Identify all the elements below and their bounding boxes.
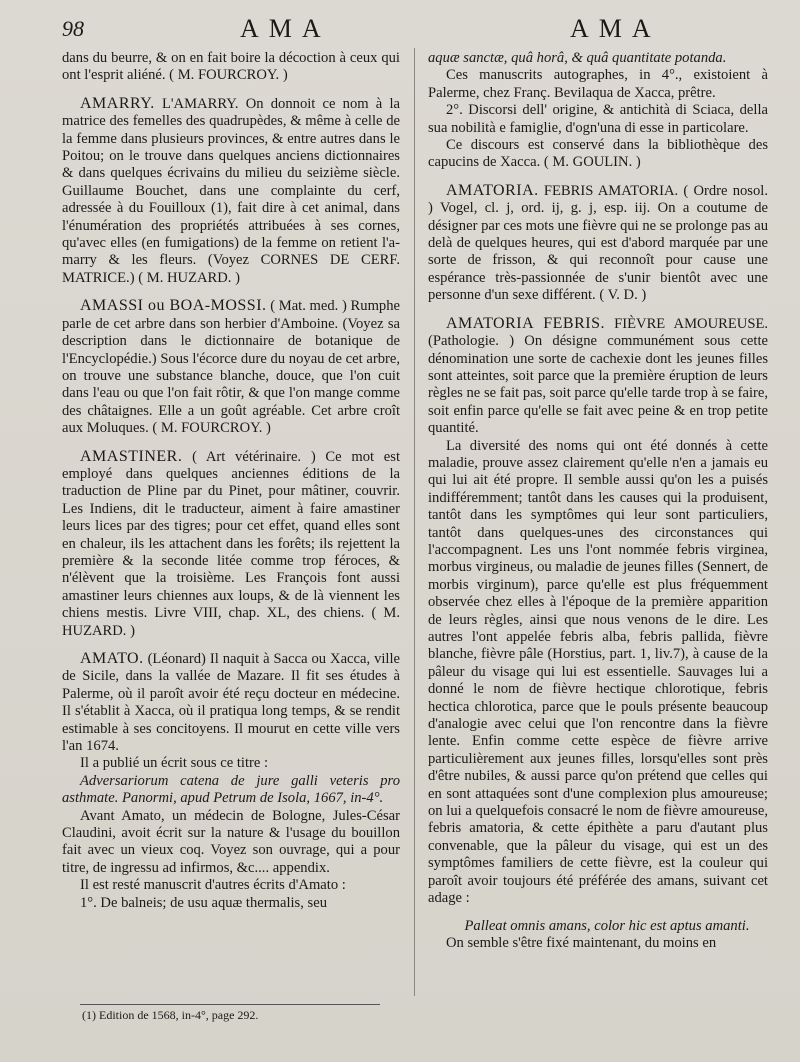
running-head-right: AMA	[570, 14, 661, 43]
entry-amatoria-febris	[428, 315, 768, 438]
entry-amatoria	[428, 182, 768, 305]
entry-text: L'AMARRY. On donnoit ce nom à la matrice des femelles des quadrupèdes, & même à celle de la femme dans plusieurs provinces, & entre autres dans le Poitou; on le trouve dans quelques anciens dictionnaires & dans quelques écrivains du milieu du seizième siècle. Guillaume Bouchet, dans une complainte du cerf, adressée à du Fouilloux (1), fait dire à cet animal, dans l'énumération des propriétés attribuées à ses cornes, qu'avec elles (en fumigations) de la femme on retient l'a-marry & les fleurs. (Voyez CORNES DE CERF. MATRICE.) ( M. HUZARD. )	[62, 95, 400, 286]
page-number: 98	[62, 16, 84, 41]
footnote: (1) Edition de 1568, in-4°, page 292.	[82, 1008, 259, 1022]
entry-text: ( Mat. med. ) Rumphe parle de cet arbre dans son herbier d'Amboine. (Voyez sa description dans le dictionnaire de botanique de l'Encyclopédie.) Sous l'écorce dure du noyau de cet arbre, on trouve une substance blanche, douce, que l'on cuit dans l'eau ou que l'on fait rôtir, & que l'on mange comme des châtaignes. Elle a un goût agréable. Cet arbre croît aux Moluques. ( M. FOURCROY. )	[62, 298, 400, 437]
entry-heading: AMASSI ou BOA-MOSSI.	[80, 297, 267, 315]
column-divider	[414, 48, 415, 996]
paragraph: On semble s'être fixé maintenant, du moins en	[446, 934, 717, 951]
right-column	[428, 50, 768, 952]
latin-verse: Palleat omnis amans, color hic est aptus amanti.	[464, 917, 750, 934]
left-column	[62, 50, 400, 912]
entry-amassi	[62, 297, 400, 437]
continuation-paragraph: dans du beurre, & on en fait boire la décoction à ceux qui ont l'esprit aliéné. ( M. FOURCROY. )	[62, 50, 400, 84]
entry-heading: AMASTINER.	[80, 447, 183, 465]
footnote-rule	[80, 1004, 380, 1005]
paragraph: La diversité des noms qui ont été donnés à cette maladie, prouve assez clairement qu'elle n'en a jamais eu qui lui ait été propre. Il semble aussi qu'on les a puisés indifféremment; tantôt dans les causes qui la produisent, tantôt dans les symptômes qui leur sont particuliers, tantôt dans quelques-unes des circonstances qui l'accompagnent. Les uns l'ont nommée febris virginea, morbus virgineus, ou maladie de jeunes filles (Sennert, de morbis virginum), parce qu'elle est plus fréquemment observée chez elles à l'époque de la première apparition de leurs règles, ainsi que nous venons de le dire. Les autres l'ont appelée febris alba, febris pallida, fièvre blanche, fièvre pâle (Horstius, part. 1, liv.7), à cause de la pâleur du visage qui lui est essentielle. Sauvages lui a donné le nom de fièvre hectique chlorotique, febris hectica chlorotica, parce que le pouls présente beaucoup d'analogie avec celui que l'on rencontre dans la fièvre lente. Enfin comme cette espèce de fièvre arrive particulièrement aux jeunes filles, lorsqu'elles sont près d'être nubiles, & aussi parce qu'on prétend que celles qui en sont attaquées sont d'une complexion plus amoureuse; on lui a quelquefois consacré le nom de fièvre amoureuse, febris amatoria, & cette épithète a paru d'autant plus convenable, que la pâleur du visage, qui est un des symptômes familiers de cette fièvre, est la couleur qui paroît avoir toujours été préférée des amans, suivant cet adage :	[428, 437, 768, 907]
entry-heading: AMATORIA.	[446, 181, 539, 199]
entry-heading: AMATORIA FEBRIS.	[446, 314, 605, 332]
paragraph: Ce discours est conservé dans la bibliothèque des capucins de Xacca. ( M. GOULIN. )	[428, 137, 768, 171]
page-header	[40, 12, 770, 48]
running-head-left: AMA	[240, 14, 331, 43]
paragraph: Ces manuscrits autographes, in 4°., existoient à Palerme, chez Franç. Bevilaqua de Xacca, prêtre.	[428, 67, 768, 101]
entry-text: FIÈVRE AMOUREUSE. (Pathologie. ) On désigne communément sous cette dénomination une sorte de cachexie dont les jeunes filles sont atteintes, soit parce que la première éruption de leurs règles ne se fait pas, soit parce qu'elle tarde trop à se faire, soit enfin parce qu'elle se fait avec peine & en trop petite quantité.	[428, 315, 769, 437]
entry-amato	[62, 650, 400, 755]
paragraph: Il a publié un écrit sous ce titre :	[80, 755, 269, 772]
entry-heading: AMATO.	[80, 650, 144, 667]
entry-amastiner	[62, 448, 400, 640]
paragraph: 2°. Discorsi dell' origine, & antichità di Sciaca, della sua nobilità e famiglie, d'ogn'una di esse in particolare.	[428, 102, 768, 136]
paragraph: Avant Amato, un médecin de Bologne, Jules-César Claudini, avoit écrit sur la nature & l'usage du bouillon fait avec un vieux coq. Voyez son ouvrage, qui a pour titre, de ingressu ad infirmos, &c.... appendix.	[62, 807, 400, 876]
entry-text: FEBRIS AMATORIA. ( Ordre nosol. ) Vogel, cl. j, ord. ij, g. j, esp. iij. On a coutume de désigner par ces mots une fièvre qui ne se prolonge pas au delà de quelques heures, qui est d'abord marquée par une sorte de frisson, & qui reconnoît pour cause une espérance très-passionnée de s'unir bientôt avec une personne d'un sexe différent. ( V. D. )	[428, 182, 769, 304]
paragraph: Il est resté manuscrit d'autres écrits d'Amato :	[80, 877, 346, 894]
continuation-paragraph: aquæ sanctæ, quâ horâ, & quâ quantitate potanda.	[428, 50, 727, 66]
entry-heading: AMARRY.	[80, 94, 155, 112]
entry-text: (Léonard) Il naquit à Sacca ou Xacca, ville de Sicile, dans la vallée de Mazare. Il fit ses études à Palerme, où il paroît avoir été reçu docteur en médecine. Il s'établit à Xacca, où il pratiqua long temps, & se rendit estimable à ses concitoyens. Il mourut en cette ville vers l'an 1674.	[62, 651, 401, 755]
entry-amarry	[62, 95, 400, 287]
entry-text: ( Art vétérinaire. ) Ce mot est employé dans quelques anciennes éditions de la traduction de Pline par du Pinet, pour mâtiner, couvrir. Les Indiens, dit le traducteur, aiment à faire amastiner leurs lices par des tigres; pour cet effet, quand elles sont en chaleur, ils les attachent dans les forêts; ils rejettent la première & la seconde litée comme trop féroces, & n'élèvent que la troisième. Les François font aussi amastiner leurs chiennes aux loups, & de là viennent les chiens mestis. Livre VIII, chap. XL, des chiens. ( M. HUZARD. )	[62, 448, 400, 639]
paragraph: 1°. De balneis; de usu aquæ thermalis, seu	[80, 894, 327, 911]
work-title: Adversariorum catena de jure galli veteris pro asthmate. Panormi, apud Petrum de Isola, 1667, in-4°.	[62, 772, 400, 807]
